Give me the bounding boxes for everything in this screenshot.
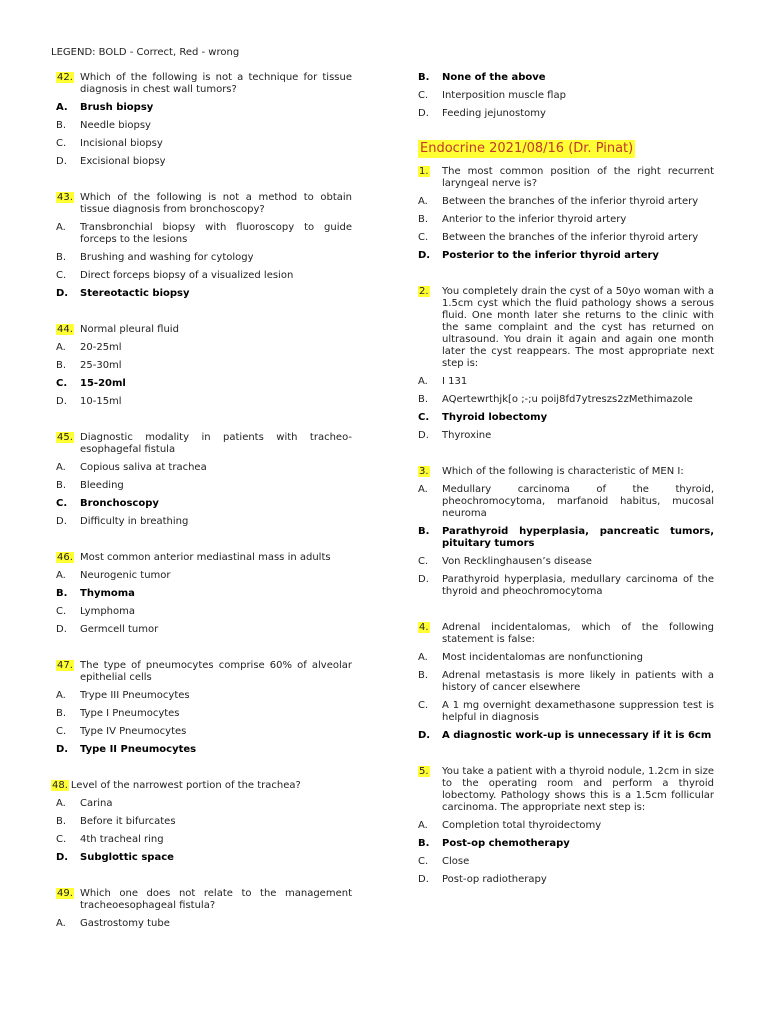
option-b: B. AQertewrthjk[o ;-;u poij8fd7ytreszs2zMethimazole (418, 394, 693, 405)
question-text: You take a patient with a thyroid nodule, 1.2cm in size to the operating room and perform a thyroid lobectomy. Pathology shows this is a 1.5cm follicular carcinoma. The appropriate next step is: (442, 766, 714, 813)
right-column (418, 72, 714, 886)
option-b: B. Anterior to the inferior thyroid artery (418, 214, 627, 225)
legend: LEGEND: BOLD - Correct, Red - wrong (51, 47, 240, 58)
option-a: A. Most incidentalomas are nonfunctioning (418, 652, 643, 663)
question-5 (418, 766, 714, 886)
question-number: 2. (419, 286, 429, 297)
question-text: The type of pneumocytes comprise 60% of alveolar epithelial cells (80, 660, 352, 683)
option-a: A. Copious saliva at trachea (56, 462, 207, 473)
option-a: A. 20-25ml (56, 342, 122, 353)
option-b: B. Parathyroid hyperplasia, pancreatic tumors, pituitary tumors (418, 526, 714, 549)
section-heading-wrap (418, 140, 714, 158)
option-d: D. A diagnostic work-up is unnecessary if it is 6cm (418, 730, 712, 741)
option-b: B. Thymoma (56, 588, 135, 599)
left-column (52, 72, 352, 930)
question-number: 46. (57, 552, 73, 563)
question-number: 49. (57, 888, 73, 899)
option-d: D. Post-op radiotherapy (418, 874, 547, 885)
option-d: D. Excisional biopsy (56, 156, 166, 167)
question-text: Adrenal incidentalomas, which of the following statement is false: (442, 622, 714, 645)
question-number: 42. (57, 72, 73, 83)
option-b: B. Bleeding (56, 480, 124, 491)
option-c: C. Thyroid lobectomy (418, 412, 548, 423)
question-3 (418, 466, 714, 598)
option-a: A. Medullary carcinoma of the thyroid, pheochromocytoma, marfanoid habitus, mucosal neuroma (418, 484, 714, 519)
question-number: 47. (57, 660, 73, 671)
question-text: You completely drain the cyst of a 50yo woman with a 1.5cm cyst which the fluid pathology shows a serous fluid. One month later she returns to the clinic with the same complaint and the cyst has returned on ultrasound. You drain it again and again one month later the cyst reappears. The most appropriate next step is: (442, 286, 714, 369)
option-d: D. 10-15ml (56, 396, 122, 407)
question-42 (56, 72, 352, 168)
question-48 (51, 780, 352, 864)
option-d: D. Thyroxine (418, 430, 492, 441)
question-47 (56, 660, 352, 756)
question-text: Which of the following is not a method to obtain tissue diagnosis from bronchoscopy? (80, 192, 352, 215)
option-c: C. Close (418, 856, 470, 867)
question-text: Most common anterior mediastinal mass in adults (80, 552, 331, 563)
option-c: C. Type IV Pneumocytes (56, 726, 187, 737)
section-heading: Endocrine 2021/08/16 (Dr. Pinat) (420, 141, 634, 156)
option-d: D. Posterior to the inferior thyroid artery (418, 250, 659, 261)
question-text: Diagnostic modality in patients with tracheo-esophagefal fistula (80, 432, 352, 455)
option-c: C. Interposition muscle flap (418, 90, 566, 101)
option-c: C. Incisional biopsy (56, 138, 163, 149)
option-b: B. Before it bifurcates (56, 816, 176, 827)
question-43 (56, 192, 352, 300)
option-a: A. I 131 (418, 376, 468, 387)
question-text: The most common position of the right recurrent laryngeal nerve is? (442, 166, 714, 189)
option-a: A. Between the branches of the inferior thyroid artery (418, 196, 699, 207)
question-49-continued (418, 72, 714, 120)
option-a: A. Trype III Pneumocytes (56, 690, 190, 701)
option-d: D. Parathyroid hyperplasia, medullary carcinoma of the thyroid and pheochromocytoma (418, 574, 714, 597)
question-45 (56, 432, 352, 528)
question-1 (418, 166, 714, 262)
question-46 (56, 552, 352, 636)
question-text: Normal pleural fluid (80, 324, 179, 335)
option-c: C. Bronchoscopy (56, 498, 159, 509)
option-a: A. Gastrostomy tube (56, 918, 170, 929)
option-c: C. 15-20ml (56, 378, 126, 389)
question-number: 4. (419, 622, 429, 633)
question-44 (56, 324, 352, 408)
option-b: B. Needle biopsy (56, 120, 151, 131)
question-4 (418, 622, 714, 742)
option-c: C. Von Recklinghausen’s disease (418, 556, 592, 567)
option-c: C. Direct forceps biopsy of a visualized lesion (56, 270, 294, 281)
option-c: C. A 1 mg overnight dexamethasone suppression test is helpful in diagnosis (418, 700, 714, 723)
option-a: A. Completion total thyroidectomy (418, 820, 602, 831)
option-b: B. Type I Pneumocytes (56, 708, 180, 719)
option-c: C. 4th tracheal ring (56, 834, 164, 845)
option-d: D. Stereotactic biopsy (56, 288, 190, 299)
option-d: D. Feeding jejunostomy (418, 108, 546, 119)
question-2 (418, 286, 714, 442)
option-c: C. Lymphoma (56, 606, 135, 617)
option-d: D. Germcell tumor (56, 624, 159, 635)
question-number: 44. (57, 324, 73, 335)
option-a: A. Transbronchial biopsy with fluoroscopy to guide forceps to the lesions (56, 222, 352, 245)
question-text: Which of the following is not a technique for tissue diagnosis in chest wall tumors? (80, 72, 352, 95)
question-text: Which one does not relate to the management tracheoesophageal fistula? (80, 888, 352, 911)
option-d: D. Subglottic space (56, 852, 174, 863)
option-b: B. None of the above (418, 72, 546, 83)
option-b: B. 25-30ml (56, 360, 122, 371)
option-d: D. Difficulty in breathing (56, 516, 189, 527)
question-number: 1. (419, 166, 429, 177)
question-text: Which of the following is characteristic of MEN I: (442, 466, 684, 477)
option-a: A. Brush biopsy (56, 102, 154, 113)
question-text: Level of the narrowest portion of the trachea? (70, 780, 301, 791)
question-number: 48. (52, 780, 68, 791)
option-d: D. Type II Pneumocytes (56, 744, 197, 755)
option-b: B. Brushing and washing for cytology (56, 252, 254, 263)
question-number: 43. (57, 192, 73, 203)
question-number: 5. (419, 766, 429, 777)
option-a: A. Neurogenic tumor (56, 570, 171, 581)
question-49 (56, 888, 352, 930)
option-c: C. Between the branches of the inferior thyroid artery (418, 232, 699, 243)
option-a: A. Carina (56, 798, 113, 809)
option-b: B. Adrenal metastasis is more likely in patients with a history of cancer elsewhere (418, 670, 714, 693)
option-b: B. Post-op chemotherapy (418, 838, 570, 849)
question-number: 3. (419, 466, 429, 477)
question-number: 45. (57, 432, 73, 443)
